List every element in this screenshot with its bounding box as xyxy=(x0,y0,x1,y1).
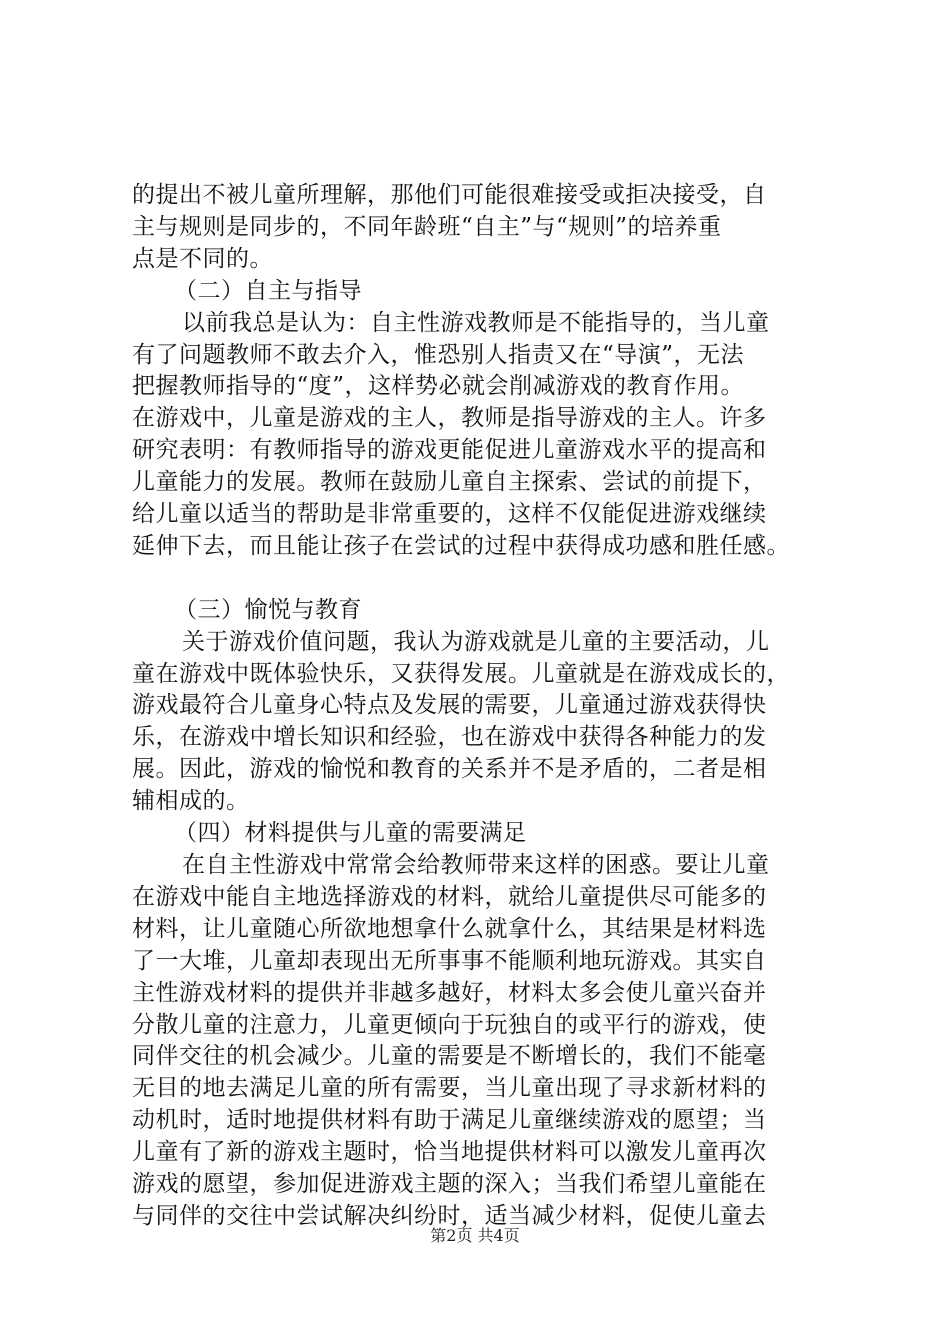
paragraph-line: 延伸下去，而且能让孩子在尝试的过程中获得成功感和胜任感。 xyxy=(132,532,790,559)
paragraph-line: 研究表明：有教师指导的游戏更能促进儿童游戏水平的提高和 xyxy=(132,437,767,464)
paragraph-line: 有了问题教师不敢去介入，惟恐别人指责又在“导演”，无法 xyxy=(132,341,745,368)
paragraph-first-line: 以前我总是认为：自主性游戏教师是不能指导的，当儿童 xyxy=(182,309,770,336)
paragraph-line: 主与规则是同步的，不同年龄班“自主”与“规则”的培养重 xyxy=(132,213,722,240)
paragraph-line: 在游戏中，儿童是游戏的主人，教师是指导游戏的主人。许多 xyxy=(132,405,767,432)
paragraph-line: 了一大堆，儿童却表现出无所事事不能顺利地玩游戏。其实自 xyxy=(132,947,767,974)
paragraph-line: 辅相成的。 xyxy=(132,788,250,815)
paragraph-line: 同伴交往的机会减少。儿童的需要是不断增长的，我们不能毫 xyxy=(132,1043,767,1070)
paragraph-line: 与同伴的交往中尝试解决纠纷时，适当减少材料，促使儿童去 xyxy=(132,1202,767,1229)
section-heading: （二）自主与指导 xyxy=(174,277,362,304)
paragraph-first-line: 关于游戏价值问题，我认为游戏就是儿童的主要活动，儿 xyxy=(182,628,770,655)
paragraph-line: 主性游戏材料的提供并非越多越好，材料太多会使儿童兴奋并 xyxy=(132,979,767,1006)
paragraph-line: 游戏的愿望，参加促进游戏主题的深入；当我们希望儿童能在 xyxy=(132,1171,767,1198)
section-heading: （三）愉悦与教育 xyxy=(174,596,362,623)
paragraph-line: 动机时，适时地提供材料有助于满足儿童继续游戏的愿望；当 xyxy=(132,1107,767,1134)
paragraph-line: 的提出不被儿童所理解，那他们可能很难接受或拒决接受，自 xyxy=(132,182,767,208)
paragraph-line: 在游戏中能自主地选择游戏的材料，就给儿童提供尽可能多的 xyxy=(132,883,767,910)
paragraph-line: 把握教师指导的“度”，这样势必就会削减游戏的教育作用。 xyxy=(132,373,745,400)
paragraph-line: 儿童能力的发展。教师在鼓励儿童自主探索、尝试的前提下， xyxy=(132,469,767,496)
paragraph-gap xyxy=(132,563,847,595)
paragraph-first-line: 在自主性游戏中常常会给教师带来这样的困惑。要让儿童 xyxy=(182,852,770,879)
document-body xyxy=(132,180,847,1233)
paragraph-line: 无目的地去满足儿童的所有需要，当儿童出现了寻求新材料的 xyxy=(132,1075,767,1102)
paragraph-line: 展。因此，游戏的愉悦和教育的关系并不是矛盾的，二者是相 xyxy=(132,756,767,783)
paragraph-line: 童在游戏中既体验快乐，又获得发展。儿童就是在游戏成长的， xyxy=(132,660,790,687)
paragraph-line: 分散儿童的注意力，儿童更倾向于玩独自的或平行的游戏，使 xyxy=(132,1011,767,1038)
section-heading: （四）材料提供与儿童的需要满足 xyxy=(174,820,527,847)
page-footer: 第2页 共4页 xyxy=(430,1226,520,1245)
paragraph-line: 点是不同的。 xyxy=(132,245,273,272)
paragraph-line: 游戏最符合儿童身心特点及发展的需要，儿童通过游戏获得快 xyxy=(132,692,767,719)
paragraph-line: 儿童有了新的游戏主题时，恰当地提供材料可以激发儿童再次 xyxy=(132,1139,767,1166)
paragraph-line: 材料，让儿童随心所欲地想拿什么就拿什么，其结果是材料选 xyxy=(132,915,767,942)
paragraph-line: 给儿童以适当的帮助是非常重要的，这样不仅能促进游戏继续 xyxy=(132,501,767,528)
paragraph-line: 乐，在游戏中增长知识和经验，也在游戏中获得各种能力的发 xyxy=(132,724,767,751)
